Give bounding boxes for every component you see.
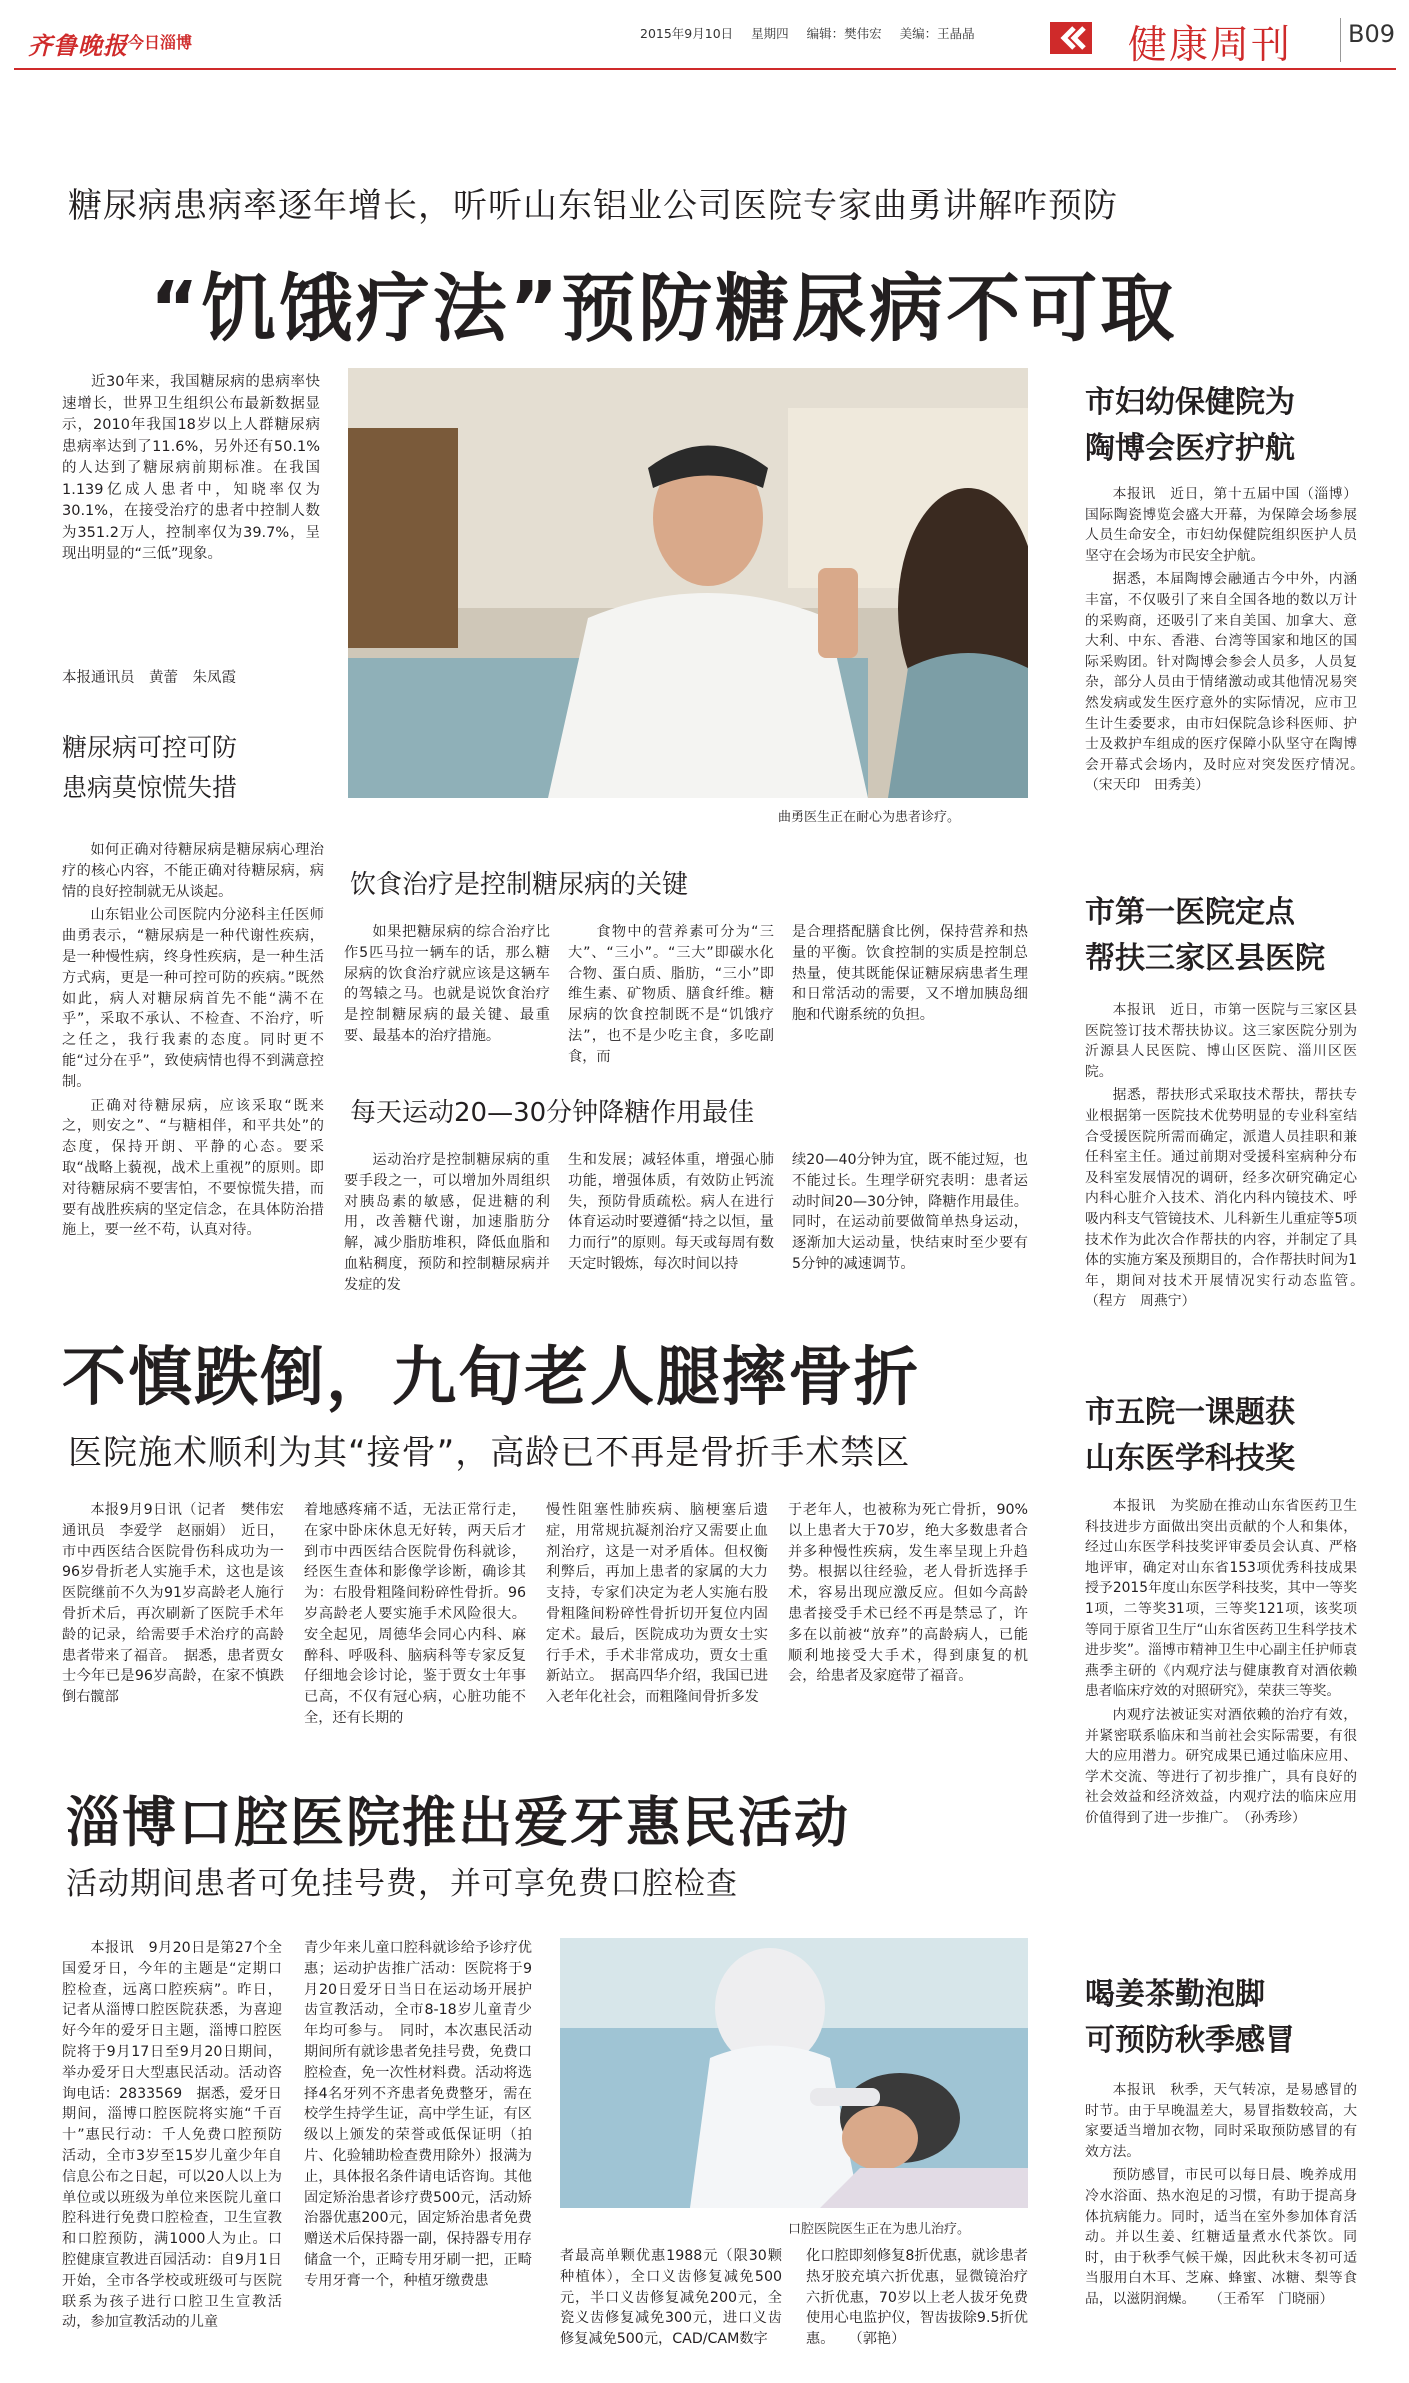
sidebar-story1-body: 本报讯 近日，第十五届中国（淄博）国际陶瓷博览会盛大开幕，为保障会场参展人员生命安全，市妇幼保健院组织医护人员坚守在会场为市民安全护航。 据悉，本届陶博会融通古今中外，内涵丰富，不仅吸引了来自全国各地的数以万计的采购商，还吸引了来自美国、加拿大、意大利、中东、香港、台湾等国家和地区的国际采购团。针对陶博会参会人员多，人员复杂，部分人员由于情绪激动或其他情况易突然发病或发生医疗意外的实际情况，应市卫生计生委要求，由市妇保院急诊科医师、护士及救护车组成的医疗保障小队坚守在陶博会开幕式会场内，及时应对突发医疗情况。 （宋天印 田秀美）: [1085, 486, 1371, 794]
main-byline: 本报通讯员 黄蕾 朱凤霞: [62, 670, 236, 686]
sidebar-story2-body: 本报讯 近日，市第一医院与三家区县医院签订技术帮扶协议。这三家医院分别为沂源县人民医院、博山区医院、淄川区医院。 据悉，帮扶形式采取技术帮扶，帮扶专业根据第一医院技术优势明显的专业科室结合受援医院所需而确定，派遣人员挂职和兼任科室主任。通过前期对受援科室病种分布及科室发展情况的调研，经多次研究确定心内科心脏介入技术、消化内科内镜技术、呼吸内科支气管镜技术、儿科新生儿重症等5项技术作为此次合作帮扶的内容，并制定了具体的实施方案及预期目的，合作帮扶时间为1年，期间对技术开展情况实行动态监管。 （程方 周燕宁）: [1085, 1002, 1371, 1310]
fall-col2: 着地感疼痛不适，无法正常行走，在家中卧床休息无好转，两天后才到市中西医结合医院骨伤科就诊，经医生查体和影像学诊断，确诊其为：右股骨粗隆间粉碎性骨折。96岁高龄老人要实施手术风险很大。安全起见，周德华会同心内科、麻醉科、呼吸科、脑病科等专家反复仔细地会诊讨论，鉴于贾女士年事已高，不仅有冠心病，心脏功能不全，还有长期的: [304, 1502, 526, 1726]
doctor-photo: [348, 368, 1028, 798]
dental-col3: 者最高单颗优惠1988元（限30颗种植体），全口义齿修复减免500元，半口义齿修复减免200元，全瓷义齿修复减免300元，进口义齿修复减免500元，CAD/CAM数字: [560, 2248, 782, 2348]
fall-headline: 不慎跌倒，九旬老人腿摔骨折: [62, 1341, 920, 1415]
sidebar-story2-title: 市第一医院定点 帮扶三家区县医院: [1085, 895, 1325, 976]
fall-subheadline: 医院施术顺利为其“接骨”，高龄已不再是骨折手术禁区: [68, 1433, 911, 1473]
section1-body: 如何正确对待糖尿病是糖尿病心理治疗的核心内容，不能正确对待糖尿病，病情的良好控制就无从谈起。 山东铝业公司医院内分泌科主任医师曲勇表示，“糖尿病是一种代谢性疾病，是一种慢性病，终身性疾病，是一种生活方式病，更是一种可控可防的疾病。”既然如此，病人对糖尿病首先不能“满不在乎”，采取不承认、不检查、不治疗，听之任之，我行我素的态度。同时更不能“过分在乎”，致使病情也得不到满意控制。 正确对待糖尿病，应该采取“既来之，则安之”、“与糖相伴，和平共处”的态度，保持开朗、平静的心态。要采取“战略上藐视，战术上重视”的原则。即对待糖尿病不要害怕，不要惊慌失措，而要有战胜疾病的坚定信念，在具体防治措施上，要一丝不苟，认真对待。: [62, 842, 324, 1239]
section2-title: 饮食治疗是控制糖尿病的关键: [350, 870, 689, 900]
section3-col3: 续20—40分钟为宜，既不能过短，也不能过长。生理学研究表明：患者运动时间20—30分钟，降糖作用最佳。同时，在运动前要做简单热身运动，逐渐加大运动量，快结束时至少要有5分钟的减速调节。: [792, 1152, 1028, 1272]
section2-col1: 如果把糖尿病的综合治疗比作5匹马拉一辆车的话，那么糖尿病的饮食治疗就应该是这辆车的驾辕之马。也就是说饮食治疗是控制糖尿病的最关键、最重要、最基本的治疗措施。: [344, 924, 550, 1044]
section3-col1: 运动治疗是控制糖尿病的重要手段之一，可以增加外周组织对胰岛素的敏感，促进糖的利用，改善糖代谢，加速脂肪分解，减少脂肪堆积，降低血脂和血粘稠度，预防和控制糖尿病并发症的发: [344, 1152, 550, 1293]
dental-subheadline: 活动期间患者可免挂号费，并可享免费口腔检查: [66, 1866, 738, 1902]
dental-headline: 淄博口腔医院推出爱牙惠民活动: [66, 1791, 850, 1854]
issue-date: 2015年9月10日: [640, 26, 734, 41]
sidebar-story3-title: 市五院一课题获 山东医学科技奖: [1085, 1395, 1295, 1476]
section2-col3: 是合理搭配膳食比例，保持营养和热量的平衡。饮食控制的实质是控制总热量，使其既能保证糖尿病患者生理和日常活动的需要，又不增加胰岛细胞和代谢系统的负担。: [792, 924, 1028, 1024]
doctor-photo-caption: 曲勇医生正在耐心为患者诊疗。: [778, 810, 961, 825]
page-number: B09: [1348, 20, 1396, 48]
main-headline: “饥饿疗法”预防糖尿病不可取: [150, 266, 1178, 352]
issue-weekday: 星期四: [751, 26, 789, 41]
sidebar-story3-body: 本报讯 为奖励在推动山东省医药卫生科技进步方面做出突出贡献的个人和集体，经过山东医学科技奖评审委员会认真、严格地评审，确定对山东省153项优秀科技成果授予2015年度山东医学科技奖，其中一等奖1项，二等奖31项，三等奖121项，该奖项等同于原省卫生厅“山东省医药卫生科学技术进步奖”。淄博市精神卫生中心副主任护师袁燕季主研的《内观疗法与健康教育对酒依赖患者临床疗效的对照研究》，荣获三等奖。 内观疗法被证实对酒依赖的治疗有效，并紧密联系临床和当前社会实际需要，有很大的应用潜力。研究成果已通过临床应用、学术交流、等进行了初步推广，具有良好的社会效益和经济效益，内观疗法的临床应用价值得到了进一步推广。 （孙秀珍）: [1085, 1498, 1357, 1826]
section-chevron-icon: [1050, 22, 1092, 54]
dental-col4: 化口腔即刻修复8折优惠，就诊患者热牙胶充填六折优惠，显微镜治疗六折优惠，70岁以上老人拔牙免费使用心电监护仪，智齿拔除9.5折优惠。 （郭艳）: [806, 2248, 1028, 2348]
sidebar-story4-body: 本报讯 秋季，天气转凉，是易感冒的时节。由于早晚温差大，易冒指数较高，大家要适当增加衣物，同时采取预防感冒的有效方法。 预防感冒，市民可以每日晨、晚养成用冷水浴面、热水泡足的习惯，有助于提高身体抗病能力。同时，适当在室外参加体育活动。并以生姜、红糖适量煮水代茶饮。同时，由于秋季气候干燥，因此秋末冬初可适当服用白木耳、芝麻、蜂蜜、冰糖、梨等食品，以滋阴润燥。 （王希军 门晓丽）: [1085, 2082, 1357, 2307]
newspaper-logo: 齐鲁晚报: [28, 31, 128, 60]
masthead-divider: [1340, 18, 1341, 62]
fall-col1: 本报9月9日讯（记者 樊伟宏 通讯员 李爱学 赵丽娟） 近日，市中西医结合医院骨伤科成功为一96岁骨折老人实施手术，这也是该医院继前不久为91岁高龄老人施行骨折术后，再次刷新了医院手术年龄的记录，给需要手术治疗的高龄患者带来了福音。 据悉，患者贾女士今年已是96岁高龄，在家不慎跌倒右髋部: [62, 1502, 299, 1706]
sidebar-story1-title: 市妇幼保健院为 陶博会医疗护航: [1085, 385, 1295, 466]
main-subheadline: 糖尿病患病率逐年增长，听听山东铝业公司医院专家曲勇讲解咋预防: [68, 186, 1118, 226]
dental-col2: 青少年来儿童口腔科就诊给予诊疗优惠；运动护齿推广活动：医院将于9月20日爱牙日当日在运动场开展护齿宣教活动，全市8-18岁儿童青少年均可参与。 同时，本次惠民活动期间所有就诊患者免挂号费，免费口腔检查，免一次性材料费。活动将选择4名牙列不齐患者免费整牙，需在校学生持学生证，高中学生证，有区级以上颁发的荣誉或低保证明（拍片、化验辅助检查费用除外）报满为止，具体报名条件请电话咨询。其他固定矫治患者诊疗费500元，活动矫治器优惠200元，固定矫治患者免费赠送术后保持器一副，保持器专用存储盒一个，正畸专用牙刷一把，正畸专用牙膏一个，种植牙缴费患: [304, 1940, 532, 2289]
section3-col2: 生和发展；减轻体重，增强心肺功能，增强体质，有效防止钙流失，预防骨质疏松。病人在进行体育运动时要遵循“持之以恒，量力而行”的原则。每天或每周有数天定时锻炼，每次时间以持: [568, 1152, 774, 1272]
fall-col4: 于老年人，也被称为死亡骨折，90%以上患者大于70岁，绝大多数患者合并多种慢性疾病，发生率呈现上升趋势。根据以往经验，老人骨折选择手术，容易出现应激反应。但如今高龄患者接受手术已经不再是禁忌了，许多在以前被“放弃”的高龄病人，已能顺利地接受大手术，得到康复的机会，给患者及家庭带了福音。: [788, 1502, 1028, 1685]
section2-col2: 食物中的营养素可分为“三大”、“三小”。“三大”即碳水化合物、蛋白质、脂肪，“三小”即维生素、矿物质、膳食纤维。糖尿病的饮食控制既不是“饥饿疗法”，也不是少吃主食，多吃副食，而: [568, 924, 774, 1065]
dental-col1: 本报讯 9月20日是第27个全国爱牙日，今年的主题是“定期口腔检查，远离口腔疾病”。昨日，记者从淄博口腔医院获悉，为喜迎好今年的爱牙日主题，淄博口腔医院将于9月17日至9月20日期间，举办爱牙日大型惠民活动。活动咨询电话：2833569 据悉，爱牙日期间，淄博口腔医院将实施“千百十”惠民行动：千人免费口腔预防活动，全市3岁至15岁儿童少年自信息公布之日起，可以20人以上为单位或以班级为单位来医院儿童口腔科进行免费口腔检查，卫生宣教和口腔预防，满1000人为止。口腔健康宣教进百园活动：自9月1日开始，全市各学校或班级可与医院联系为孩子进行口腔卫生宣教活动，参加宣教活动的儿童: [62, 1940, 282, 2331]
section-name: 今日淄博: [128, 33, 193, 52]
masthead-rule: [14, 68, 1396, 70]
editor-credit: 编辑：樊伟宏: [806, 26, 882, 41]
fall-col3: 慢性阻塞性肺疾病、脑梗塞后遗症，用常规抗凝剂治疗又需要止血剂治疗，这是一对矛盾体。但权衡利弊后，再加上患者的家属的大力支持，专家们决定为老人实施右股骨粗隆间粉碎性骨折切开复位内固定术。最后，医院成功为贾女士实行手术，手术非常成功，贾女士重新站立。 据高四华介绍，我国已进入老年化社会，而粗隆间骨折多发: [546, 1502, 768, 1706]
dental-photo-caption: 口腔医院医生正在为患儿治疗。: [788, 2222, 971, 2237]
section1-title: 糖尿病可控可防 患病莫惊慌失措: [62, 733, 238, 802]
sidebar-story4-title: 喝姜茶勤泡脚 可预防秋季感冒: [1085, 1977, 1295, 2058]
issue-info: [640, 24, 989, 42]
main-lead: 近30年来，我国糖尿病的患病率快速增长，世界卫生组织公布最新数据显示，2010年我国18岁以上人群糖尿病患病率达到了11.6%，另外还有50.1%的人达到了糖尿病前期标准。在我国1.139亿成人患者中，知晓率仅为30.1%，在接受治疗的患者中控制人数为351.2万人，控制率仅为39.7%，呈现出明显的“三低”现象。: [62, 374, 320, 562]
section3-title: 每天运动20—30分钟降糖作用最佳: [350, 1098, 755, 1128]
designer-credit: 美编：王晶晶: [899, 26, 975, 41]
dental-photo: [560, 1938, 1028, 2208]
supplement-title: 健康周刊: [1128, 23, 1293, 68]
